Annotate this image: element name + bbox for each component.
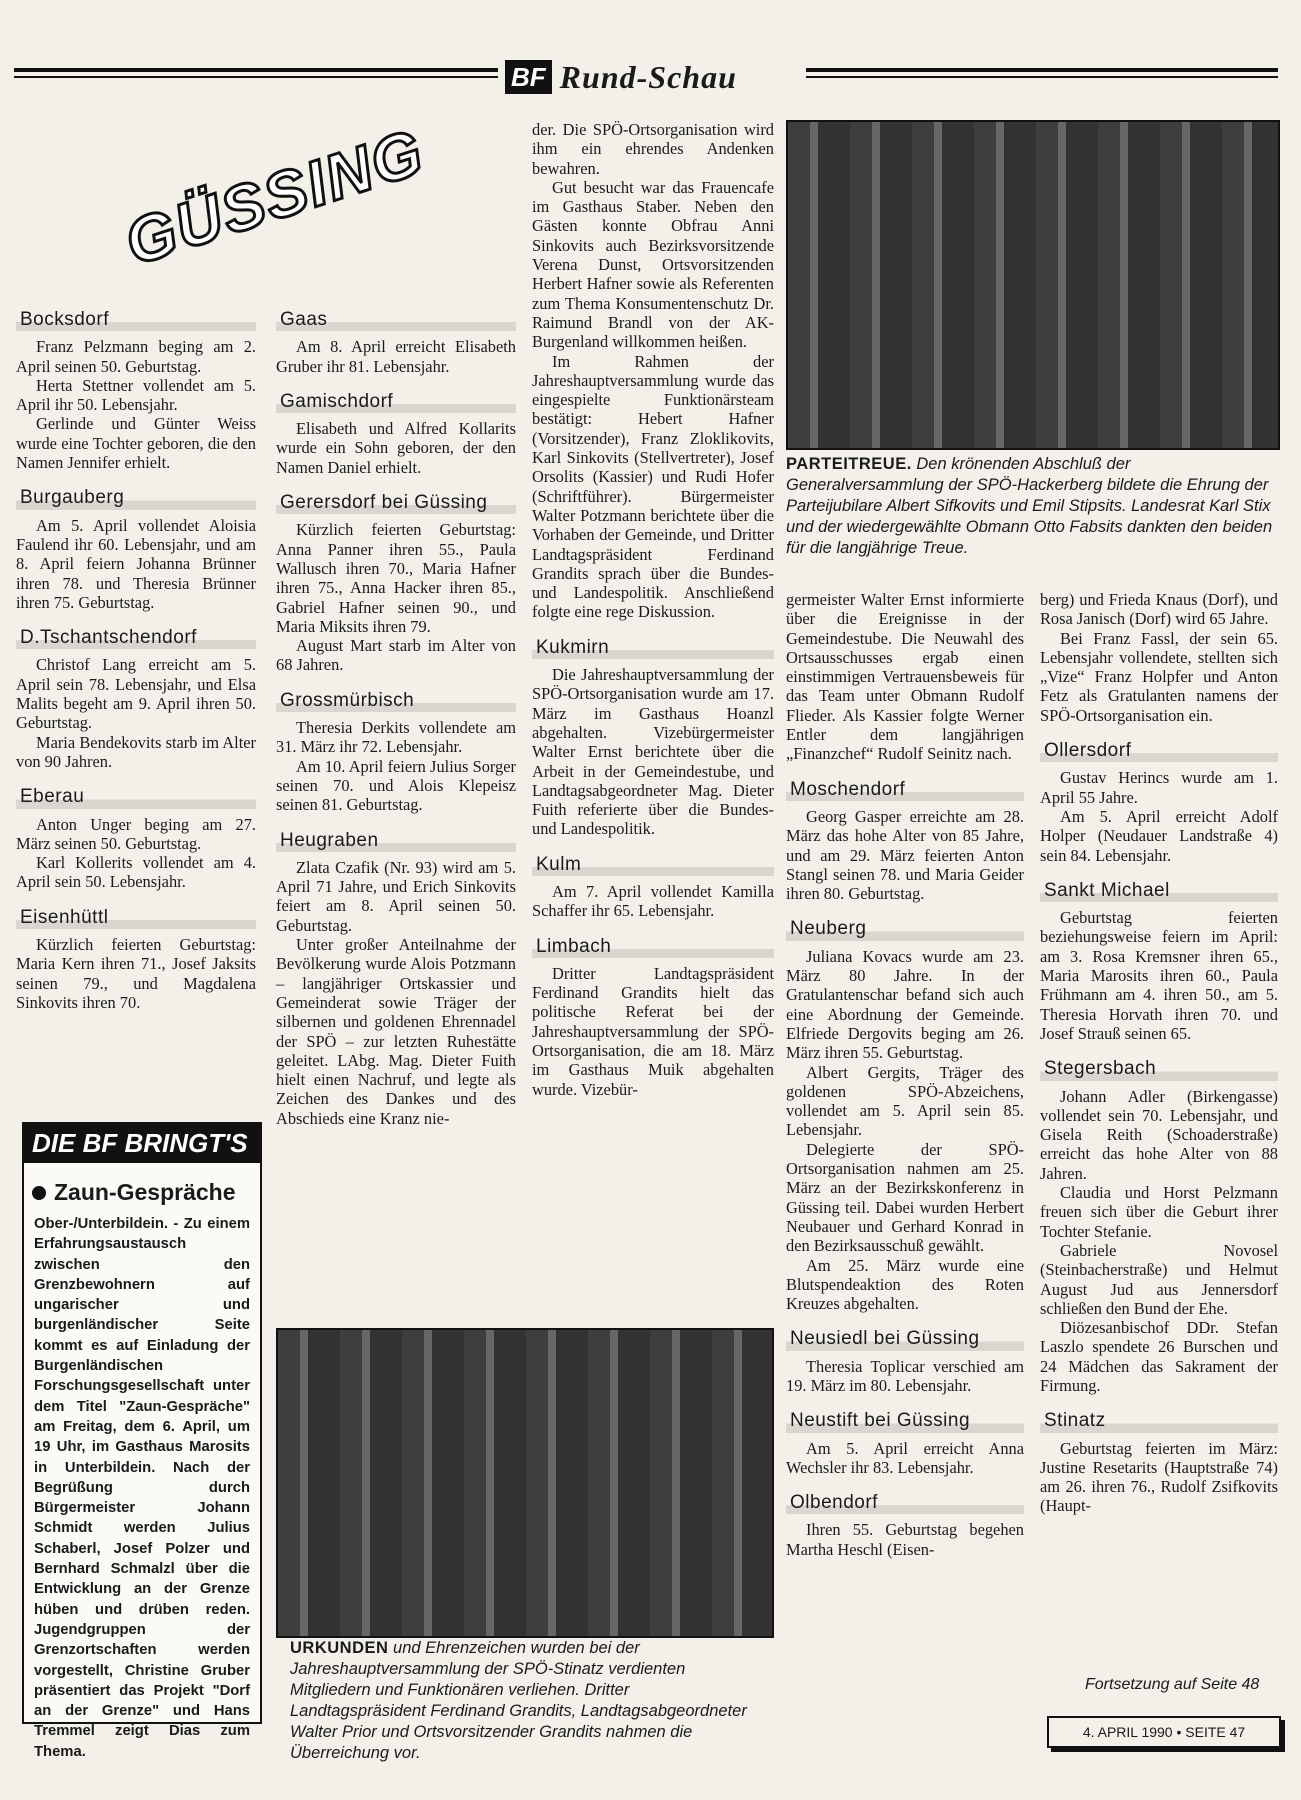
caption-parteitreue-lead: PARTEITREUE. — [786, 455, 912, 473]
sidebox-banner: DIE BF BRINGT'S — [24, 1124, 260, 1163]
column-1 — [16, 308, 256, 1012]
paragraph: Bei Franz Fassl, der sein 65. Lebensjahr vollendete, stellten sich „Vize“ Franz Holpfer und Anton Fetz als Gratulanten namens der SPÖ-Ortsorganisation ein. — [1040, 628, 1278, 725]
continuation-note: Fortsetzung auf Seite 48 — [1085, 1676, 1260, 1693]
paragraph: berg) und Frieda Knaus (Dorf), und Rosa Janisch (Dorf) wird 65 Jahre. — [1040, 590, 1278, 629]
bf-logo: BF — [505, 60, 552, 94]
heading-stinatz: Stinatz — [1040, 1409, 1278, 1432]
heading-grossm-rbisch: Grossmürbisch — [276, 689, 516, 712]
heading-bocksdorf: Bocksdorf — [16, 308, 256, 331]
paragraph: Kürzlich feierten Geburtstag: Maria Kern ihren 71., Josef Jaksits seinen 79., und Magdalena Sinkovits ihren 70. — [16, 935, 256, 1012]
paragraph: Kürzlich feierten Geburtstag: Anna Panner ihren 55., Paula Wallusch ihren 70., Maria Hafner ihren 75., Anna Hacker ihren 85., Gabriel Hafner seinen 90., und Maria Miksits ihren 79. — [276, 520, 516, 636]
paragraph: Dritter Landtagspräsident Ferdinand Grandits hielt das politische Referat bei der Jahreshauptversammlung der SPÖ-Ortsorganisation, die am 18. März im Gasthaus Muik abgehalten wurde. Vizebür- — [532, 963, 774, 1099]
masthead-rule-right — [806, 68, 1278, 72]
paragraph: Delegierte der SPÖ-Ortsorganisation nahmen am 25. März an der Bezirkskonferenz in Güssing teil. Dabei wurden Herbert Neubauer und Gerhard Konrad in den Bezirksausschuß gewählt. — [786, 1139, 1024, 1256]
paragraph: Im Rahmen der Jahreshauptversammlung wurde das eingespielte Funktionärsteam bestätigt: Hebert Hafner (Vorsitzender), Franz Zloklikovits, Karl Sinkovits (Stellvertreter), Josef Orsolits (Kassier) und Rudi Hofer (Schriftführer). Bürgermeister Walter Potzmann berichtete über die Vorhaben der Gemeinde, und Dritter Landtagspräsident Ferdinand Grandits sprach über die Bundes- und Landespolitik. Anschließend folgte eine rege Diskussion. — [532, 351, 774, 622]
photo-urkunden — [276, 1328, 774, 1638]
paragraph: Theresia Derkits vollendete am 31. März ihr 72. Lebensjahr. — [276, 718, 516, 757]
paragraph: Elisabeth und Alfred Kollarits wurde ein Sohn geboren, der den Namen Daniel erhielt. — [276, 419, 516, 477]
heading-ollersdorf: Ollersdorf — [1040, 739, 1278, 762]
heading-kukmirn: Kukmirn — [532, 636, 774, 659]
heading-neuberg: Neuberg — [786, 917, 1024, 940]
paragraph: Theresia Toplicar verschied am 19. März im 80. Lebensjahr. — [786, 1356, 1024, 1395]
paragraph: Franz Pelzmann beging am 2. April seinen 50. Geburtstag. — [16, 337, 256, 376]
paragraph: germeister Walter Ernst informierte über die Ereignisse in der Gemeindestube. Die Neuwahl des Ortsausschusses ergab einen einstimmigen Vertrauensbeweis für das Team unter Obmann Rudolf Flieder. Als Kassier folgte Werner Entler dem langjährigen „Finanzchef“ Rudolf Seinitz nach. — [786, 590, 1024, 764]
column-3 — [532, 120, 774, 1099]
bullet-icon — [32, 1186, 46, 1200]
paragraph: Am 5. April erreicht Adolf Holper (Neudauer Landstraße 4) sein 84. Lebensjahr. — [1040, 806, 1278, 865]
caption-urkunden — [290, 1638, 766, 1764]
column-5 — [1040, 590, 1278, 1516]
paragraph: der. Die SPÖ-Ortsorganisation wird ihm ein ehrendes Andenken bewahren. — [532, 120, 774, 178]
paragraph: Christof Lang erreicht am 5. April sein 78. Lebensjahr, und Elsa Malits begeht am 9. April ihren 50. Geburtstag. — [16, 655, 256, 733]
paragraph: Unter großer Anteilnahme der Bevölkerung wurde Alois Potzmann – langjähriger Ortskassier und Gemeinderat sowie Träger der silbernen und goldenen Ehrennadel der SPÖ – zur letzten Ruhestätte geleitet. LAbg. Mag. Dieter Fuith hielt einen Nachruf, und legte als Zeichen des Dankes und des Abschieds eine Kranz nie- — [276, 935, 516, 1128]
section-title-graphic — [116, 114, 433, 280]
caption-urkunden-text: und Ehrenzeichen wurden bei der Jahreshauptversammlung der SPÖ-Stinatz verdienten Mitgliedern und Funktionären verliehen. Dritter Landtagspräsident Ferdinand Grandits, Landtagsabgeordneter Walter Prior und Ortsvorsitzender Grandits nahmen die Überreichung vor. — [290, 1639, 747, 1762]
paragraph: Gabriele Novosel (Steinbacherstraße) und Helmut August Jud aus Jennersdorf schließen den Bund der Ehe. — [1040, 1240, 1278, 1318]
heading-neusiedl-bei-g-ssing: Neusiedl bei Güssing — [786, 1327, 1024, 1350]
section-title: GÜSSING — [116, 114, 433, 280]
sidebox-bf-bringts — [22, 1122, 262, 1760]
column-4 — [786, 590, 1024, 1559]
paragraph: Ihren 55. Geburtstag begehen Martha Heschl (Eisen- — [786, 1520, 1024, 1559]
paragraph: Die Jahreshauptversammlung der SPÖ-Ortsorganisation wurde am 17. März im Gasthaus Hoanzl abgehalten. Vizebürgermeister Walter Ernst berichtete über die Arbeit in der Gemeindestube, und Landtagsabgeordneter Mag. Dieter Fuith referierte über die Bundes- und Landespolitik. — [532, 665, 774, 839]
caption-parteitreue — [786, 454, 1276, 559]
paragraph: Gerlinde und Günter Weiss wurde eine Tochter geboren, die den Namen Jennifer erhielt. — [16, 414, 256, 473]
photo-urkunden-image — [278, 1330, 772, 1636]
paragraph: Johann Adler (Birkengasse) vollendet sein 70. Lebensjahr, und Gisela Reith (Schoaderstraße) erreicht das hohe Alter von 88 Jahren. — [1040, 1086, 1278, 1183]
masthead-rule-right-thin — [806, 76, 1278, 78]
paragraph: Am 25. März wurde eine Blutspendeaktion des Roten Kreuzes abgehalten. — [786, 1255, 1024, 1314]
heading-d-tschantschendorf: D.Tschantschendorf — [16, 626, 256, 649]
paragraph: Karl Kollerits vollendet am 4. April sein 50. Lebensjahr. — [16, 853, 256, 892]
heading-burgauberg: Burgauberg — [16, 486, 256, 509]
masthead-title: Rund-Schau — [559, 58, 737, 95]
paragraph: Am 10. April feiern Julius Sorger seinen 70. und Alois Klepeisz seinen 81. Geburtstag. — [276, 756, 516, 815]
paragraph: Zlata Czafik (Nr. 93) wird am 5. April 71 Jahre, und Erich Sinkovits feiert am 8. April seinen 50. Geburtstag. — [276, 857, 516, 935]
sidebox-text: Ober-/Unterbildein. - Zu einem Erfahrungsaustausch zwischen den Grenzbewohnern auf ungarischer und burgenländischer Seite kommt es auf Einladung der Burgenländischen Forschungsgesellschaft unter dem Titel "Zaun-Gespräche" am Freitag, dem 6. April, um 19 Uhr, im Gasthaus Marosits in Unterbildein. Nach der Begrüßung durch Bürgermeister Johann Schmidt werden Julius Schaberl, Josef Polzer und Bernhard Schmalzl über die Entwicklung an der Grenze hüben und drüben reden. Jugendgruppen der Grenzortschaften werden vorgestellt, Christine Gruber präsentiert das Projekt "Dorf an der Grenze" und Hans Tremmel zeigt Dias zum Thema. — [34, 1216, 250, 1760]
heading-gamischdorf: Gamischdorf — [276, 390, 516, 413]
page-folio: 4. APRIL 1990 • SEITE 47 — [1047, 1716, 1281, 1748]
photo-parteitreue-image — [788, 122, 1278, 448]
caption-urkunden-lead: URKUNDEN — [290, 1639, 389, 1657]
paragraph: Albert Gergits, Träger des goldenen SPÖ-Abzeichens, vollendet am 5. April sein 85. Lebensjahr. — [786, 1062, 1024, 1140]
paragraph: Am 8. April erreicht Elisabeth Gruber ihr 81. Lebensjahr. — [276, 337, 516, 376]
paragraph: Georg Gasper erreichte am 28. März das hohe Alter von 85 Jahre, und am 29. März feierten Anton Stangl seinen 78. und Maria Geider ihren 80. Geburtstag. — [786, 806, 1024, 904]
paragraph: Maria Bendekovits starb im Alter von 90 Jahren. — [16, 732, 256, 771]
heading-olbendorf: Olbendorf — [786, 1491, 1024, 1514]
paragraph: Gustav Herincs wurde am 1. April 55 Jahre. — [1040, 768, 1278, 807]
paragraph: Diözesanbischof DDr. Stefan Laszlo spendete 26 Burschen und 24 Mädchen das Sakrament der Firmung. — [1040, 1318, 1278, 1395]
paragraph: Geburtstag feierten im März: Justine Resetarits (Hauptstraße 74) am 26. ihren 76., Rudolf Zsifkovits (Haupt- — [1040, 1438, 1278, 1516]
paragraph: Am 5. April erreicht Anna Wechsler ihr 83. Lebensjahr. — [786, 1438, 1024, 1477]
heading-limbach: Limbach — [532, 935, 774, 958]
paragraph: August Mart starb im Alter von 68 Jahren. — [276, 636, 516, 675]
heading-moschendorf: Moschendorf — [786, 778, 1024, 801]
sidebox-headline-text: Zaun-Gespräche — [54, 1179, 236, 1205]
heading-kulm: Kulm — [532, 853, 774, 876]
paragraph: Herta Stettner vollendet am 5. April ihr 50. Lebensjahr. — [16, 375, 256, 415]
paragraph: Anton Unger beging am 27. März seinen 50. Geburtstag. — [16, 814, 256, 853]
heading-gaas: Gaas — [276, 308, 516, 331]
heading-eisenh-ttl: Eisenhüttl — [16, 906, 256, 929]
paragraph: Juliana Kovacs wurde am 23. März 80 Jahre. In der Gratulantenschar befand sich auch eine Abordnung der Gemeinde. Elfriede Dergovits beging am 26. März ihren 55. Geburtstag. — [786, 946, 1024, 1063]
heading-eberau: Eberau — [16, 785, 256, 808]
heading-heugraben: Heugraben — [276, 829, 516, 852]
paragraph: Am 7. April vollendet Kamilla Schaffer ihr 65. Lebensjahr. — [532, 881, 774, 921]
masthead — [505, 54, 800, 100]
heading-gerersdorf-bei-g-ssing: Gerersdorf bei Güssing — [276, 491, 516, 514]
masthead-rule-left — [14, 68, 498, 72]
heading-stegersbach: Stegersbach — [1040, 1057, 1278, 1080]
paragraph: Am 5. April vollendet Aloisia Faulend ihr 60. Lebensjahr, und am 8. April feiern Johanna Brünner ihren 78. und Theresia Brünner ihren 75. Geburtstag. — [16, 515, 256, 612]
photo-parteitreue — [786, 120, 1280, 450]
sidebox-headline — [32, 1179, 252, 1206]
paragraph: Claudia und Horst Pelzmann freuen sich über die Geburt ihrer Tochter Stefanie. — [1040, 1183, 1278, 1241]
heading-neustift-bei-g-ssing: Neustift bei Güssing — [786, 1409, 1024, 1432]
heading-sankt-michael: Sankt Michael — [1040, 879, 1278, 902]
masthead-rule-left-thin — [14, 76, 498, 78]
paragraph: Gut besucht war das Frauencafe im Gasthaus Staber. Neben den Gästen konnte Obfrau Anni Sinkovits auch Bezirksvorsitzende Verena Dunst, Ortsvorsitzenden Herbert Hafner sowie als Referenten zum Thema Konsumentenschutz Dr. Raimund Brandl von der AK-Burgenland willkommen heißen. — [532, 177, 774, 352]
caption-parteitreue-text: Den krönenden Abschluß der Generalversammlung der SPÖ-Hackerberg bildete die Ehrung der Parteijubilare Albert Sifkovits und Emil Stipsits. Landesrat Karl Stix und der wiedergewählte Obmann Otto Fabsits dankten den beiden für die langjährige Treue. — [786, 455, 1273, 557]
column-2 — [276, 308, 516, 1128]
paragraph: Geburtstag feierten beziehungsweise feiern im April: am 3. Rosa Kremsner ihren 65., Maria Marosits ihren 60., Paula Frühmann am 4. ihren 50., am 5. Theresia Horvath ihren 70. und Josef Strauß seinen 65. — [1040, 908, 1278, 1043]
